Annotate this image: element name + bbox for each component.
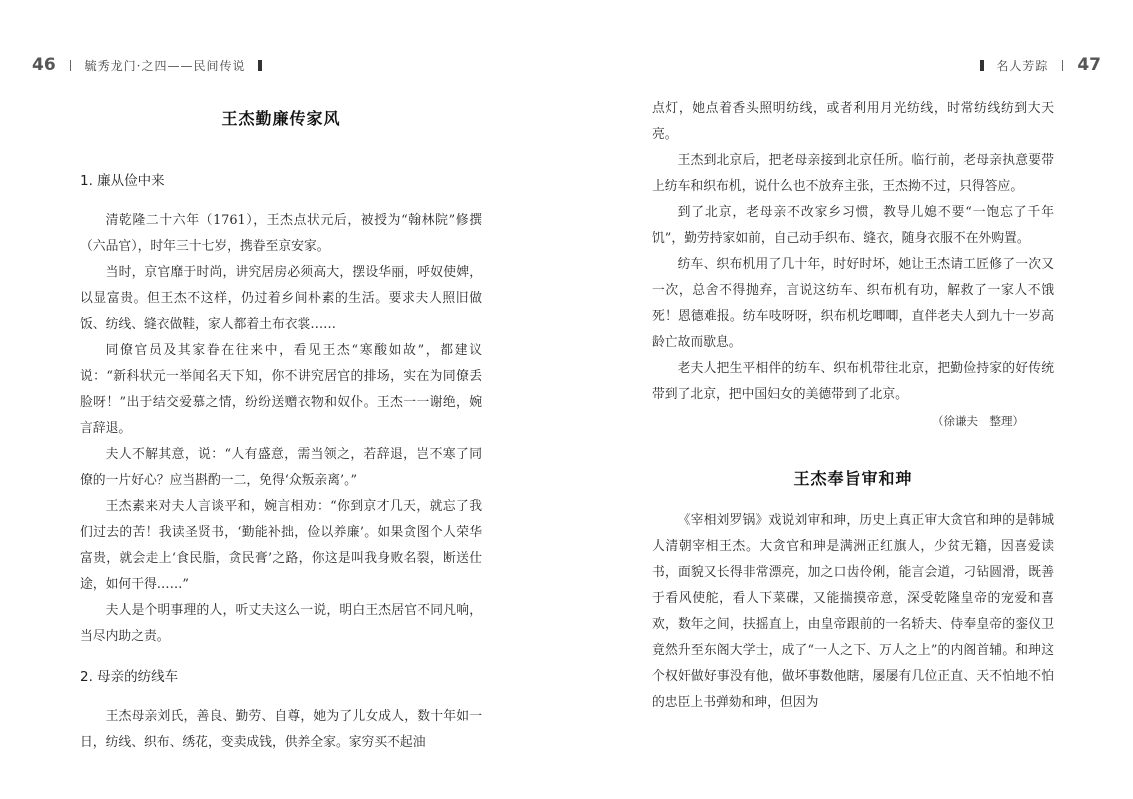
paragraph: 纺车、织布机用了几十年，时好时坏，她让王杰请工匠修了一次又一次，总舍不得抛弃，言说这纺车、织布机有功，解救了一家人不饿死！恩德难报。纺车吱呀呀，织布机圪唧唧，直伴老夫人到九十一岁高龄亡故而歇息。: [652, 257, 1054, 350]
paragraph: 王杰到北京后，把老母亲接到北京任所。临行前，老母亲执意要带上纺车和织布机，说什么也不放弃主张，王杰拗不过，只得答应。: [652, 153, 1054, 194]
right-page-number: 47: [1077, 55, 1101, 75]
section-2-body: [80, 704, 482, 756]
left-page: [80, 96, 482, 756]
paragraph: 夫人是个明事理的人，听丈夫这么一说，明白王杰居官不同凡响，当尽内助之责。: [80, 603, 482, 644]
section-heading-1: 1. 廉从俭中来: [80, 173, 165, 189]
section-1-body: [80, 208, 482, 650]
header-divider: [70, 60, 71, 71]
article-title: 王杰勤廉传家风: [221, 109, 341, 128]
continued-section-body: [652, 96, 1054, 408]
left-running-title: 毓秀龙门·之四——民间传说: [84, 58, 246, 73]
paragraph: 清乾隆二十六年（1761），王杰点状元后，被授为“翰林院”修撰（六品官），时年三十七岁，携眷至京安家。: [80, 213, 482, 254]
right-page: [652, 96, 1054, 716]
header-block-marker: [258, 60, 262, 71]
editor-credit: （徐谦夫 整理）: [932, 414, 1024, 428]
paragraph: 点灯，她点着香头照明纺线，或者利用月光纺线，时常纺线纺到大天亮。: [652, 101, 1054, 142]
section-heading-2: 2. 母亲的纺线车: [80, 669, 179, 685]
right-running-title: 名人芳踪: [996, 58, 1049, 73]
article-title-2: 王杰奉旨审和珅: [793, 469, 913, 488]
left-page-header: [32, 52, 274, 78]
paragraph: 同僚官员及其家眷在往来中，看见王杰“寒酸如故”，都建议说：“新科状元一举闻名天下知，你不讲究居官的排场，实在为同僚丢脸呀！”出于结交爱慕之情，纷纷送赠衣物和奴仆。王杰一一谢绝，婉言辞退。: [80, 343, 482, 436]
paragraph: 王杰母亲刘氏，善良、勤劳、自尊，她为了儿女成人，数十年如一日，纺线、织布、绣花，变卖成钱，供养全家。家穷买不起油: [80, 709, 482, 750]
header-block-marker: [980, 60, 984, 71]
paragraph: 到了北京，老母亲不改家乡习惯，教导儿媳不要“一饱忘了千年饥”，勤劳持家如前，自己动手织布、缝衣，随身衣服不在外购置。: [652, 205, 1054, 246]
article-2-body: [652, 508, 1054, 716]
paragraph: 老夫人把生平相伴的纺车、织布机带往北京，把勤俭持家的好传统带到了北京，把中国妇女的美德带到了北京。: [652, 361, 1054, 402]
paragraph: 王杰素来对夫人言谈平和，婉言相劝：“你到京才几天，就忘了我们过去的苦！我读圣贤书，‘勤能补拙，俭以养廉’。如果贪图个人荣华富贵，就会走上‘食民脂，贪民膏’之路，你这是叫我身败名裂，断送仕途，如何干得……”: [80, 499, 482, 592]
paragraph: 夫人不解其意，说：“人有盛意，需当领之，若辞退，岂不寒了同僚的一片好心？应当斟酌一二，免得‘众叛亲离’。”: [80, 447, 482, 488]
paragraph: 当时，京官靡于时尚，讲究居房必须高大，摆设华丽，呼奴使婢，以显富贵。但王杰不这样，仍过着乡间朴素的生活。要求夫人照旧做饭、纺线、缝衣做鞋，家人都着土布衣裳……: [80, 265, 482, 332]
header-divider: [1062, 60, 1063, 71]
right-page-header: [968, 52, 1101, 78]
left-page-number: 46: [32, 55, 56, 75]
paragraph: 《宰相刘罗锅》戏说刘审和珅，历史上真正审大贪官和珅的是韩城人清朝宰相王杰。大贪官和珅是满洲正红旗人，少贫无籍，因喜爱读书，面貌又长得非常漂亮，加之口齿伶俐，能言会道，刁钻圆滑，既善于看风使舵，看人下菜碟，又能揣摸帝意，深受乾隆皇帝的宠爱和喜欢，数年之间，扶摇直上，由皇帝跟前的一名轿夫、侍奉皇帝的銮仪卫竟然升至东阁大学士，成了“一人之下、万人之上”的内阁首辅。和珅这个权奸做好事没有他，做坏事数他瞎，屡屡有几位正直、天不怕地不怕的忠臣上书弹劾和珅，但因为: [652, 513, 1054, 710]
